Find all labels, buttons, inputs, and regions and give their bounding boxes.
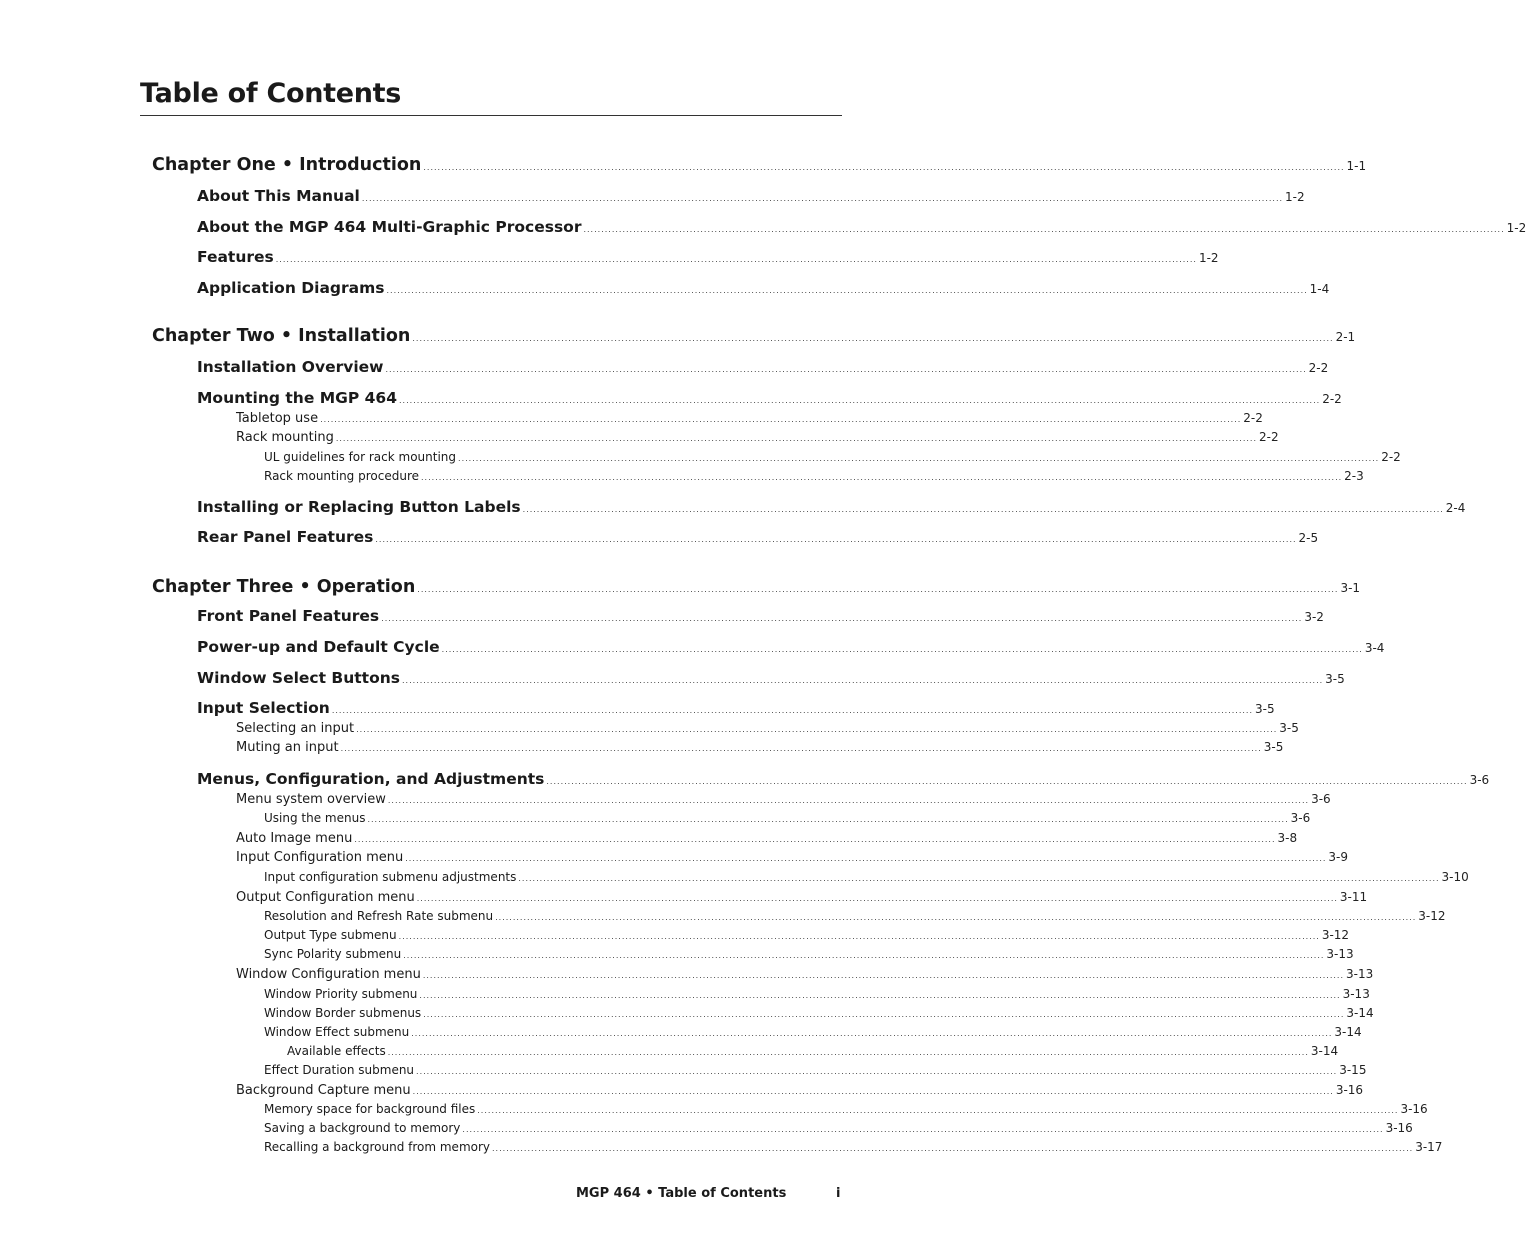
toc-entry-label: Features: [197, 248, 274, 266]
toc-entry[interactable]: [264, 1121, 1413, 1137]
toc-entry-page: 1-4: [1309, 282, 1330, 296]
dot-leader: ....................................................................................................................................................................................................................................................................: [412, 334, 1334, 343]
dot-leader: ....................................................................................................................................................................................................................................................................: [458, 454, 1380, 463]
dot-leader: ....................................................................................................................................................................................................................................................................: [375, 535, 1297, 544]
dot-leader: ....................................................................................................................................................................................................................................................................: [462, 1125, 1384, 1134]
dot-leader: ....................................................................................................................................................................................................................................................................: [387, 1048, 1309, 1057]
dot-leader: ....................................................................................................................................................................................................................................................................: [354, 835, 1276, 844]
toc-entry-label: Recalling a background from memory: [264, 1140, 491, 1154]
toc-entry[interactable]: [197, 607, 1324, 627]
toc-entry-label: Input configuration submenu adjustments: [264, 870, 517, 884]
toc-entry-page: 3-11: [1339, 890, 1368, 904]
toc-entry-page: 2-2: [1308, 361, 1329, 375]
toc-entry[interactable]: [152, 326, 1356, 348]
toc-entry-page: 1-2: [1506, 221, 1526, 235]
toc-entry-label: About This Manual: [197, 187, 360, 205]
toc-entry-label: Rack mounting: [236, 430, 334, 445]
toc-entry[interactable]: [287, 1044, 1339, 1060]
toc-entry-page: 3-14: [1346, 1006, 1374, 1020]
toc-entry-page: 3-1: [1340, 581, 1361, 595]
toc-entry-label: Background Capture menu: [236, 1083, 411, 1098]
toc-entry-page: 3-8: [1277, 831, 1298, 845]
dot-leader: ....................................................................................................................................................................................................................................................................: [385, 365, 1307, 374]
toc-entry-label: About the MGP 464 Multi-Graphic Processor: [197, 218, 582, 236]
toc-entry[interactable]: [236, 831, 1298, 848]
toc-entry-page: 2-2: [1243, 411, 1263, 425]
toc-entry-label: Output Type submenu: [264, 928, 397, 942]
dot-leader: ....................................................................................................................................................................................................................................................................: [583, 225, 1505, 234]
toc-entry-page: 3-14: [1334, 1025, 1362, 1039]
toc-entry[interactable]: [236, 1083, 1364, 1100]
toc-entry[interactable]: [264, 1102, 1428, 1118]
dot-leader: ....................................................................................................................................................................................................................................................................: [495, 913, 1417, 922]
toc-entry[interactable]: [264, 450, 1401, 466]
toc-entry-page: 2-4: [1445, 501, 1466, 515]
toc-entry[interactable]: [197, 187, 1305, 207]
dot-leader: ....................................................................................................................................................................................................................................................................: [320, 415, 1242, 424]
toc-entry-page: 3-5: [1325, 672, 1345, 686]
toc-entry-page: 1-2: [1198, 251, 1219, 265]
toc-entry[interactable]: [197, 358, 1329, 378]
toc-entry[interactable]: [236, 890, 1368, 907]
toc-entry-page: 3-15: [1339, 1063, 1367, 1077]
toc-entry-page: 3-13: [1342, 987, 1370, 1001]
dot-leader: ....................................................................................................................................................................................................................................................................: [356, 725, 1278, 734]
toc-entry-label: Input Selection: [197, 699, 330, 717]
toc-entry-label: Window Border submenus: [264, 1006, 422, 1020]
title-rule: [140, 115, 842, 116]
footer-page-number: i: [836, 1186, 841, 1201]
toc-entry-page: 3-5: [1279, 721, 1299, 735]
toc-entry-page: 3-12: [1418, 909, 1446, 923]
toc-entry-page: 3-6: [1311, 792, 1331, 806]
toc-entry[interactable]: [264, 987, 1370, 1003]
toc-entry[interactable]: [264, 811, 1311, 827]
toc-entry-page: 3-5: [1263, 740, 1284, 754]
toc-entry-page: 3-2: [1304, 610, 1324, 624]
dot-leader: ....................................................................................................................................................................................................................................................................: [275, 255, 1197, 264]
dot-leader: ....................................................................................................................................................................................................................................................................: [477, 1106, 1399, 1115]
dot-leader: ....................................................................................................................................................................................................................................................................: [518, 874, 1440, 883]
dot-leader: ....................................................................................................................................................................................................................................................................: [335, 434, 1257, 443]
toc-entry-label: Window Priority submenu: [264, 987, 418, 1001]
dot-leader: ....................................................................................................................................................................................................................................................................: [412, 1087, 1334, 1096]
dot-leader: ....................................................................................................................................................................................................................................................................: [405, 854, 1327, 863]
page-title: Table of Contents: [140, 78, 402, 109]
dot-leader: ....................................................................................................................................................................................................................................................................: [399, 396, 1321, 405]
toc-entry-page: 2-5: [1298, 531, 1319, 545]
toc-entry-label: Selecting an input: [236, 721, 355, 736]
toc-entry[interactable]: [197, 638, 1385, 658]
toc-entry-page: 3-4: [1364, 641, 1385, 655]
toc-entry[interactable]: [197, 770, 1490, 790]
toc-entry[interactable]: [197, 218, 1526, 238]
toc-entry-page: 2-3: [1344, 469, 1364, 483]
toc-entry[interactable]: [197, 528, 1319, 548]
toc-entry-label: Chapter One • Introduction: [152, 155, 422, 175]
dot-leader: ....................................................................................................................................................................................................................................................................: [340, 744, 1262, 753]
toc-entry[interactable]: [152, 577, 1361, 599]
dot-leader: ....................................................................................................................................................................................................................................................................: [401, 676, 1324, 685]
toc-entry-label: Power-up and Default Cycle: [197, 638, 440, 656]
dot-leader: ....................................................................................................................................................................................................................................................................: [403, 951, 1325, 960]
dot-leader: ....................................................................................................................................................................................................................................................................: [417, 585, 1339, 594]
toc-entry[interactable]: [264, 1025, 1362, 1041]
toc-entry-label: Installing or Replacing Button Labels: [197, 498, 521, 516]
toc-entry-label: Output Configuration menu: [236, 890, 415, 905]
toc-entry-label: Front Panel Features: [197, 607, 380, 625]
toc-entry-page: 3-13: [1326, 947, 1354, 961]
dot-leader: ....................................................................................................................................................................................................................................................................: [422, 971, 1344, 980]
toc-entry-label: Chapter Three • Operation: [152, 577, 416, 597]
toc-entry-page: 3-17: [1415, 1140, 1443, 1154]
dot-leader: ....................................................................................................................................................................................................................................................................: [522, 505, 1444, 514]
toc-entry[interactable]: [264, 469, 1364, 485]
toc-entry-page: 3-6: [1469, 773, 1490, 787]
toc-entry[interactable]: [152, 155, 1367, 177]
dot-leader: ....................................................................................................................................................................................................................................................................: [423, 1010, 1345, 1019]
dot-leader: ....................................................................................................................................................................................................................................................................: [416, 894, 1338, 903]
dot-leader: ....................................................................................................................................................................................................................................................................: [367, 815, 1289, 824]
dot-leader: ....................................................................................................................................................................................................................................................................: [387, 796, 1310, 805]
dot-leader: ....................................................................................................................................................................................................................................................................: [411, 1029, 1333, 1038]
toc-entry-label: Mounting the MGP 464: [197, 389, 398, 407]
toc-entry-label: Menu system overview: [236, 792, 386, 807]
toc-entry[interactable]: [264, 870, 1469, 886]
toc-entry[interactable]: [236, 411, 1263, 428]
toc-entry[interactable]: [236, 792, 1331, 809]
toc-entry[interactable]: [197, 248, 1219, 268]
toc-entry-label: Memory space for background files: [264, 1102, 476, 1116]
toc-entry[interactable]: [236, 721, 1299, 738]
toc-entry-label: Saving a background to memory: [264, 1121, 461, 1135]
toc-entry-label: Input Configuration menu: [236, 850, 404, 865]
dot-leader: ....................................................................................................................................................................................................................................................................: [361, 194, 1284, 203]
toc-entry[interactable]: [197, 279, 1330, 299]
toc-entry-page: 3-16: [1385, 1121, 1413, 1135]
dot-leader: ....................................................................................................................................................................................................................................................................: [398, 932, 1320, 941]
toc-entry-page: 2-1: [1335, 330, 1356, 344]
toc-entry[interactable]: [264, 1140, 1443, 1156]
toc-entry-page: 3-13: [1346, 967, 1374, 981]
dot-leader: ....................................................................................................................................................................................................................................................................: [423, 163, 1345, 172]
toc-entry-label: Available effects: [287, 1044, 386, 1058]
toc-entry-page: 3-16: [1400, 1102, 1428, 1116]
toc-entry-page: 3-6: [1290, 811, 1311, 825]
toc-entry-label: Resolution and Refresh Rate submenu: [264, 909, 494, 923]
dot-leader: ....................................................................................................................................................................................................................................................................: [381, 614, 1303, 623]
toc-entry-page: 1-2: [1285, 190, 1305, 204]
toc-entry-label: Installation Overview: [197, 358, 384, 376]
toc-entry[interactable]: [236, 430, 1279, 447]
toc-entry[interactable]: [197, 669, 1345, 689]
dot-leader: ....................................................................................................................................................................................................................................................................: [419, 991, 1341, 1000]
toc-entry[interactable]: [264, 1063, 1367, 1079]
toc-entry[interactable]: [264, 1006, 1374, 1022]
toc-entry[interactable]: [264, 909, 1446, 925]
dot-leader: ....................................................................................................................................................................................................................................................................: [416, 1067, 1338, 1076]
toc-entry-label: Effect Duration submenu: [264, 1063, 415, 1077]
toc-entry[interactable]: [264, 928, 1350, 944]
toc-entry[interactable]: [197, 699, 1275, 719]
toc-entry-label: Using the menus: [264, 811, 366, 825]
dot-leader: ....................................................................................................................................................................................................................................................................: [421, 473, 1343, 482]
dot-leader: ....................................................................................................................................................................................................................................................................: [546, 777, 1468, 786]
dot-leader: ....................................................................................................................................................................................................................................................................: [386, 286, 1308, 295]
toc-entry[interactable]: [264, 947, 1354, 963]
toc-entry-label: Tabletop use: [236, 411, 319, 426]
toc-entry-page: 1-1: [1346, 159, 1367, 173]
toc-entry-label: UL guidelines for rack mounting: [264, 450, 457, 464]
toc-entry-label: Chapter Two • Installation: [152, 326, 411, 346]
toc-entry-label: Sync Polarity submenu: [264, 947, 402, 961]
toc-entry-label: Window Effect submenu: [264, 1025, 410, 1039]
toc-entry[interactable]: [236, 740, 1284, 757]
toc-entry[interactable]: [197, 498, 1466, 518]
toc-entry-page: 3-9: [1328, 850, 1349, 864]
toc-entry-label: Muting an input: [236, 740, 339, 755]
toc-entry-page: 3-5: [1255, 702, 1275, 716]
toc-entry[interactable]: [197, 389, 1342, 409]
footer-title: MGP 464 • Table of Contents: [576, 1186, 787, 1201]
toc-entry-page: 3-16: [1335, 1083, 1364, 1097]
dot-leader: ....................................................................................................................................................................................................................................................................: [492, 1144, 1414, 1153]
toc-entry-label: Window Select Buttons: [197, 669, 400, 687]
dot-leader: ....................................................................................................................................................................................................................................................................: [441, 645, 1363, 654]
toc-entry-label: Rear Panel Features: [197, 528, 374, 546]
toc-entry[interactable]: [236, 850, 1349, 867]
dot-leader: ....................................................................................................................................................................................................................................................................: [331, 706, 1254, 715]
toc-entry-page: 3-12: [1321, 928, 1350, 942]
toc-entry-page: 2-2: [1259, 430, 1279, 444]
toc-entry-page: 2-2: [1381, 450, 1401, 464]
toc-entry-label: Auto Image menu: [236, 831, 353, 846]
toc-entry[interactable]: [236, 967, 1374, 984]
toc-entry-page: 3-10: [1441, 870, 1469, 884]
toc-entry-page: 3-14: [1310, 1044, 1339, 1058]
toc-entry-label: Application Diagrams: [197, 279, 385, 297]
toc-entry-page: 2-2: [1322, 392, 1342, 406]
toc-entry-label: Menus, Configuration, and Adjustments: [197, 770, 545, 788]
toc-entry-label: Window Configuration menu: [236, 967, 421, 982]
toc-entry-label: Rack mounting procedure: [264, 469, 419, 483]
